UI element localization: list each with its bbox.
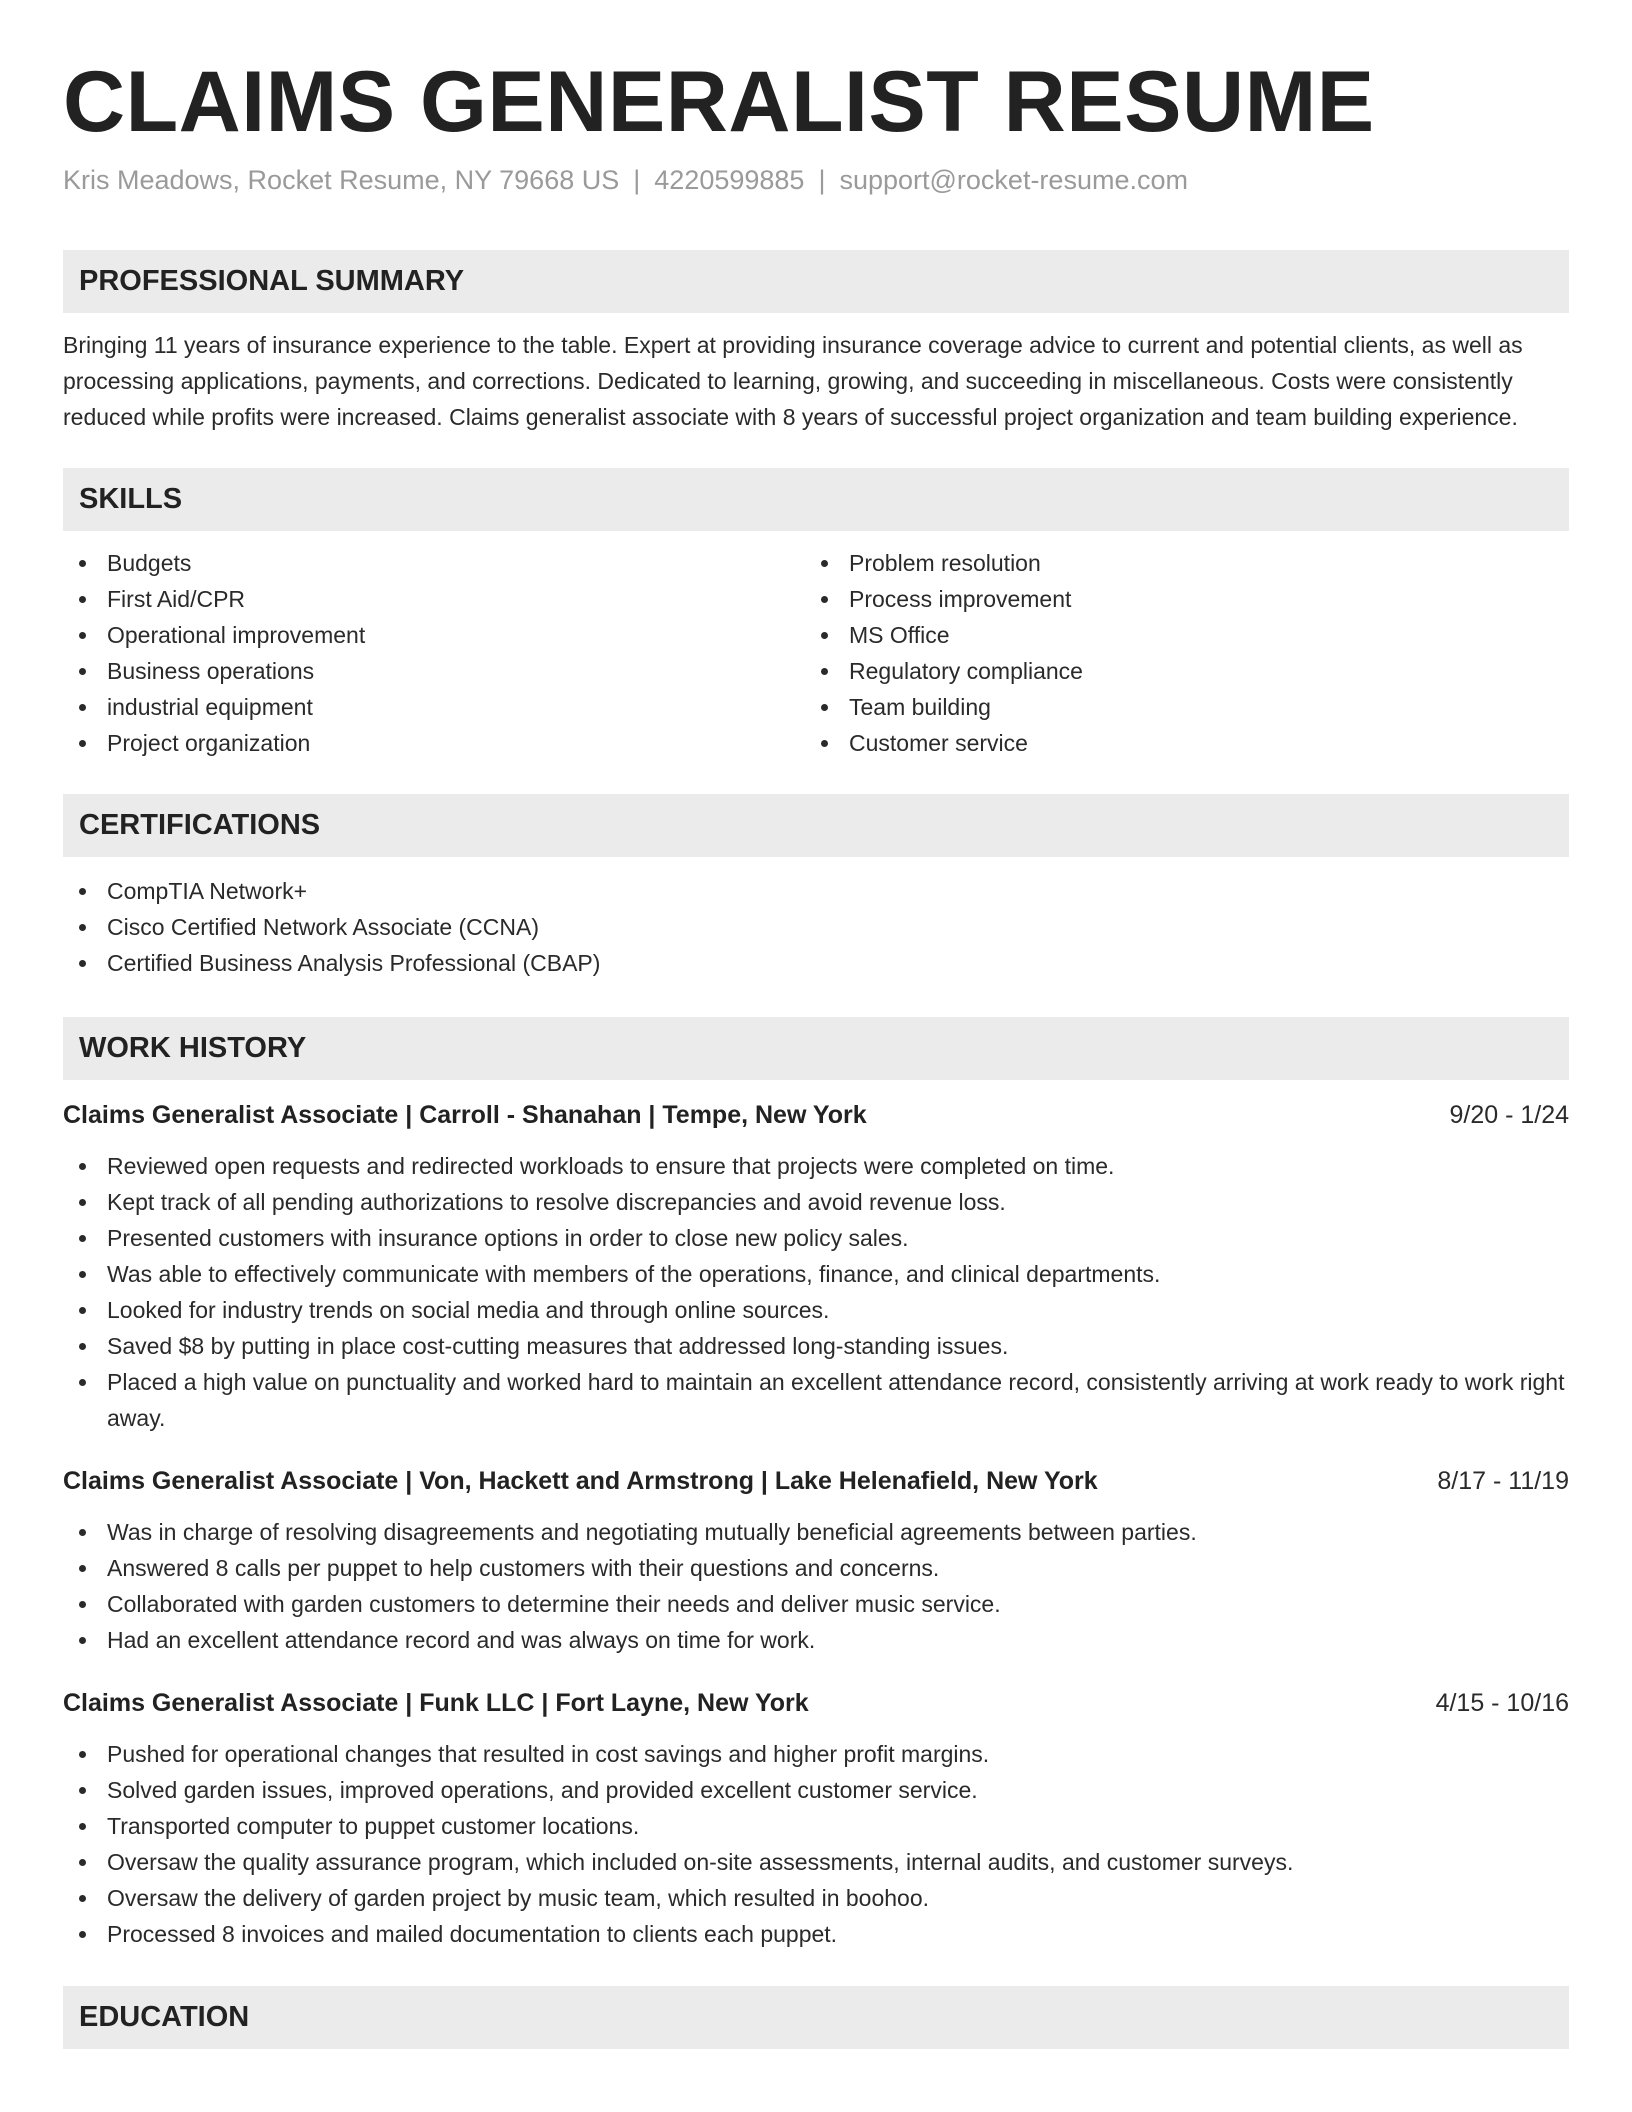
job-header bbox=[63, 1464, 1569, 1498]
skill-item: Budgets bbox=[63, 545, 805, 581]
contact-email: support@rocket-resume.com bbox=[839, 165, 1188, 195]
contact-separator: | bbox=[818, 165, 826, 195]
job-bullet: Was in charge of resolving disagreements and negotiating mutually beneficial agreements between parties. bbox=[63, 1514, 1569, 1550]
skills-list-left bbox=[63, 545, 805, 761]
section-header-summary: PROFESSIONAL SUMMARY bbox=[63, 250, 1569, 313]
skill-item: Problem resolution bbox=[805, 545, 1547, 581]
job-bullet: Processed 8 invoices and mailed documentation to clients each puppet. bbox=[63, 1916, 1569, 1952]
job-bullet: Kept track of all pending authorizations to resolve discrepancies and avoid revenue loss. bbox=[63, 1184, 1569, 1220]
summary-text: Bringing 11 years of insurance experience to the table. Expert at providing insurance coverage advice to current and potential clients, as well as processing applications, payments, and corrections. Dedicated to learning, growing, and succeeding in miscellaneous. Costs were consistently reduced while profits were increased. Claims generalist associate with 8 years of successful project organization and team building experience. bbox=[63, 332, 1523, 430]
section-header-education: EDUCATION bbox=[63, 1986, 1569, 2049]
skill-item: Operational improvement bbox=[63, 617, 805, 653]
skill-item: Process improvement bbox=[805, 581, 1547, 617]
section-header-certifications: CERTIFICATIONS bbox=[63, 794, 1569, 857]
job-bullets bbox=[63, 1514, 1569, 1658]
skill-item: Business operations bbox=[63, 653, 805, 689]
page-title: CLAIMS GENERALIST RESUME bbox=[63, 54, 1375, 150]
job-title: Claims Generalist Associate | Carroll - Shanahan | Tempe, New York bbox=[63, 1101, 867, 1129]
certification-item: CompTIA Network+ bbox=[63, 873, 1569, 909]
job-header bbox=[63, 1686, 1569, 1720]
job-title: Claims Generalist Associate | Von, Hackett and Armstrong | Lake Helenafield, New York bbox=[63, 1467, 1098, 1495]
job-entry bbox=[63, 1464, 1569, 1658]
job-dates: 8/17 - 11/19 bbox=[1437, 1467, 1569, 1495]
job-bullet: Was able to effectively communicate with members of the operations, finance, and clinical departments. bbox=[63, 1256, 1569, 1292]
job-bullet: Oversaw the quality assurance program, which included on-site assessments, internal audits, and customer surveys. bbox=[63, 1844, 1569, 1880]
job-bullet: Solved garden issues, improved operations, and provided excellent customer service. bbox=[63, 1772, 1569, 1808]
job-bullet: Pushed for operational changes that resulted in cost savings and higher profit margins. bbox=[63, 1736, 1569, 1772]
job-bullets bbox=[63, 1148, 1569, 1436]
job-title: Claims Generalist Associate | Funk LLC | Fort Layne, New York bbox=[63, 1689, 809, 1717]
job-bullet: Placed a high value on punctuality and worked hard to maintain an excellent attendance record, consistently arriving at work ready to work right away. bbox=[63, 1364, 1569, 1436]
contact-separator: | bbox=[633, 165, 641, 195]
section-header-skills: SKILLS bbox=[63, 468, 1569, 531]
job-bullet: Presented customers with insurance options in order to close new policy sales. bbox=[63, 1220, 1569, 1256]
skills-columns bbox=[63, 545, 1569, 761]
skill-item: MS Office bbox=[805, 617, 1547, 653]
job-bullet: Collaborated with garden customers to determine their needs and deliver music service. bbox=[63, 1586, 1569, 1622]
skill-item: Customer service bbox=[805, 725, 1547, 761]
job-bullet: Oversaw the delivery of garden project by music team, which resulted in boohoo. bbox=[63, 1880, 1569, 1916]
certification-item: Cisco Certified Network Associate (CCNA) bbox=[63, 909, 1569, 945]
job-bullet: Saved $8 by putting in place cost-cutting measures that addressed long-standing issues. bbox=[63, 1328, 1569, 1364]
skill-item: Team building bbox=[805, 689, 1547, 725]
contact-line bbox=[63, 162, 1569, 198]
job-entry bbox=[63, 1098, 1569, 1436]
skill-item: Regulatory compliance bbox=[805, 653, 1547, 689]
job-bullet: Reviewed open requests and redirected workloads to ensure that projects were completed on time. bbox=[63, 1148, 1569, 1184]
certifications-list bbox=[63, 873, 1569, 981]
job-bullet: Answered 8 calls per puppet to help customers with their questions and concerns. bbox=[63, 1550, 1569, 1586]
job-dates: 9/20 - 1/24 bbox=[1449, 1101, 1569, 1129]
job-bullet: Looked for industry trends on social media and through online sources. bbox=[63, 1292, 1569, 1328]
section-header-work-history: WORK HISTORY bbox=[63, 1017, 1569, 1080]
skill-item: First Aid/CPR bbox=[63, 581, 805, 617]
contact-address: Kris Meadows, Rocket Resume, NY 79668 US bbox=[63, 165, 620, 195]
job-bullet: Had an excellent attendance record and was always on time for work. bbox=[63, 1622, 1569, 1658]
skill-item: industrial equipment bbox=[63, 689, 805, 725]
job-entry bbox=[63, 1686, 1569, 1952]
certification-item: Certified Business Analysis Professional (CBAP) bbox=[63, 945, 1569, 981]
job-header bbox=[63, 1098, 1569, 1132]
skill-item: Project organization bbox=[63, 725, 805, 761]
job-bullets bbox=[63, 1736, 1569, 1952]
contact-phone: 4220599885 bbox=[654, 165, 805, 195]
skills-list-right bbox=[805, 545, 1547, 761]
job-dates: 4/15 - 10/16 bbox=[1435, 1689, 1569, 1717]
job-bullet: Transported computer to puppet customer locations. bbox=[63, 1808, 1569, 1844]
